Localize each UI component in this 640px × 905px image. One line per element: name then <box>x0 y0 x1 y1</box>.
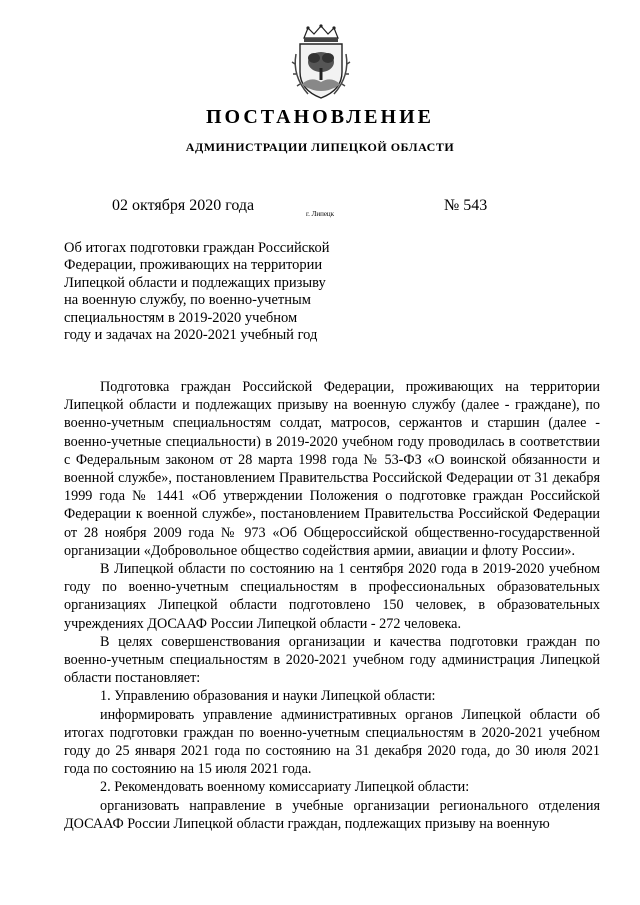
body-paragraph: организовать направление в учебные организации регионального отделения ДОСААФ России Липецкой области граждан, подлежащих призыву на военную <box>64 797 600 832</box>
subject-line: специальностям в 2019-2020 учебном <box>64 309 298 326</box>
issuer-subtitle: АДМИНИСТРАЦИИ ЛИПЕЦКОЙ ОБЛАСТИ <box>185 140 455 154</box>
document-title: ПОСТАНОВЛЕНИЕ <box>206 106 434 128</box>
subject-line: году и задачах на 2020-2021 учебный год <box>64 327 318 344</box>
body-paragraph: В Липецкой области по состоянию на 1 сентября 2020 года в 2019-2020 учебном году по военно-учетным специальностям в профессиональных образовательных организациях Липецкой области подготовлено 150 человек, в образовательных учреждениях ДОСААФ России Липецкой области - 272 человека. <box>64 561 600 632</box>
document-number: № 543 <box>444 197 488 214</box>
document-date: 02 октября 2020 года <box>112 197 255 214</box>
document-body <box>64 378 600 833</box>
subject-line: Липецкой области и подлежащих призыву <box>64 274 326 291</box>
subject-line: Федерации, проживающих на территории <box>64 257 323 274</box>
subject-line: Об итогах подготовки граждан Российской <box>64 240 330 256</box>
body-paragraph: информировать управление административных органов Липецкой области об итогах подготовки граждан по военно-учетным специальностям в 2020-2021 учебном году до 25 января 2021 года по состоянию на 31 декабря 2020 года, до 30 июля 2021 года по состоянию на 15 июля 2021 года. <box>64 706 600 778</box>
body-paragraph: В целях совершенствования организации и качества подготовки граждан по военно-учетным специальностям в 2020-2021 учебном году администрация Липецкой области постановляет: <box>64 633 600 687</box>
body-paragraph: Подготовка граждан Российской Федерации, проживающих на территории Липецкой области и подлежащих призыву на военную службу (далее - граждане), по военно-учетным специальностям солдат, матросов, сержантов и старшин (далее - военно-учетные специальности) в 2019-2020 учебном году проводилась в соответствии с Федеральным законом от 28 марта 1998 года № 53-ФЗ «О воинской обязанности и военной службе», постановлением Правительства Российской Федерации от 31 декабря 1999 года № 1441 «Об утверждении Положения о подготовке граждан Российской Федерации к военной службе», постановлением Правительства Российской Федерации от 28 ноября 2009 года № 973 «Об Общероссийской общественно-государственной организации «Добровольное общество содействия армии, авиации и флоту России». <box>64 379 600 559</box>
document-city: г. Липецк <box>306 210 335 218</box>
lipetsk-coat-of-arms-icon <box>290 24 352 100</box>
document-subject <box>64 240 354 344</box>
body-paragraph: 1. Управлению образования и науки Липецкой области: <box>100 688 436 705</box>
subject-line: на военную службу, по военно-учетным <box>64 292 311 309</box>
body-paragraph: 2. Рекомендовать военному комиссариату Липецкой области: <box>100 779 470 796</box>
